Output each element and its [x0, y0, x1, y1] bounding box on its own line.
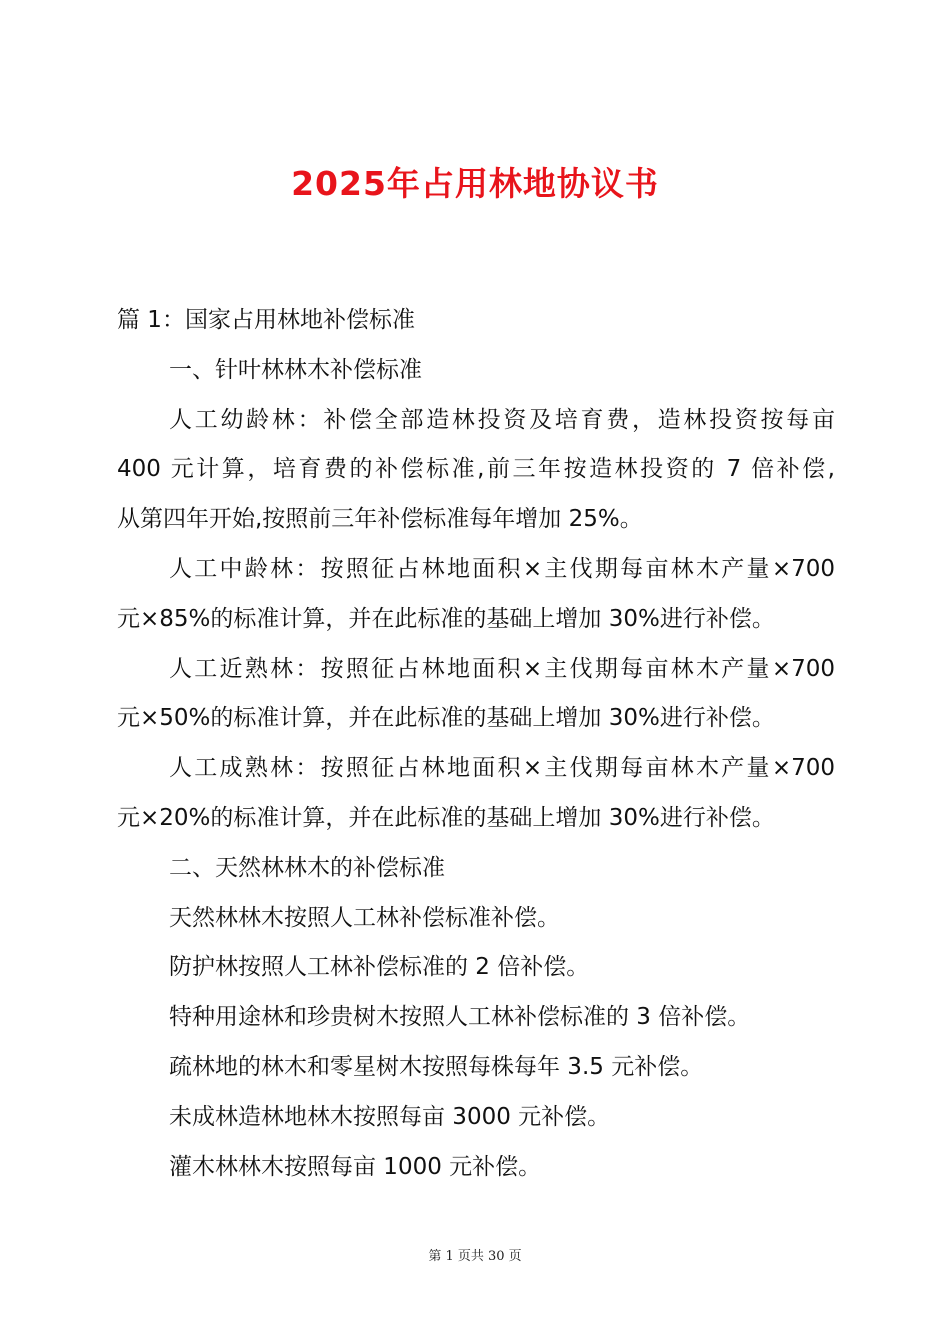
section-heading-1: 一、针叶林林木补偿标准	[169, 356, 422, 383]
list-item: 未成林造林地林木按照每亩 3000 元补偿。	[169, 1103, 611, 1130]
paragraph-line: 元×20%的标准计算，并在此标准的基础上增加 30%进行补偿。	[117, 804, 775, 831]
list-item: 防护林按照人工林补偿标准的 2 倍补偿。	[169, 954, 590, 981]
paragraph-line: 人工成熟林：按照征占林地面积×主伐期每亩林木产量×700	[169, 755, 835, 782]
list-item: 疏林地的林木和零星树木按照每株每年 3.5 元补偿。	[169, 1053, 704, 1080]
paragraph-line: 元×50%的标准计算，并在此标准的基础上增加 30%进行补偿。	[117, 705, 775, 732]
paragraph-line: 人工近熟林：按照征占林地面积×主伐期每亩林木产量×700	[169, 655, 835, 682]
article-heading: 篇 1：国家占用林地补偿标准	[117, 307, 415, 333]
list-item: 天然林林木按照人工林补偿标准补偿。	[169, 904, 560, 931]
paragraph-line: 人工幼龄林：补偿全部造林投资及培育费，造林投资按每亩	[169, 406, 835, 433]
document-body	[117, 296, 835, 1192]
list-item: 灌木林林木按照每亩 1000 元补偿。	[169, 1153, 542, 1180]
paragraph-line: 人工中龄林：按照征占林地面积×主伐期每亩林木产量×700	[169, 555, 835, 582]
paragraph-line: 从第四年开始,按照前三年补偿标准每年增加 25%。	[117, 506, 643, 533]
paragraph-line: 元×85%的标准计算，并在此标准的基础上增加 30%进行补偿。	[117, 605, 775, 632]
section-heading-2: 二、天然林林木的补偿标准	[169, 854, 445, 881]
list-item: 特种用途林和珍贵树木按照人工林补偿标准的 3 倍补偿。	[169, 1004, 751, 1031]
paragraph-line: 400 元计算，培育费的补偿标准,前三年按造林投资的 7 倍补偿,	[117, 456, 835, 483]
page-number-footer: 第 1 页共 30 页	[428, 1249, 522, 1264]
document-title: 2025年占用林地协议书	[291, 164, 659, 203]
